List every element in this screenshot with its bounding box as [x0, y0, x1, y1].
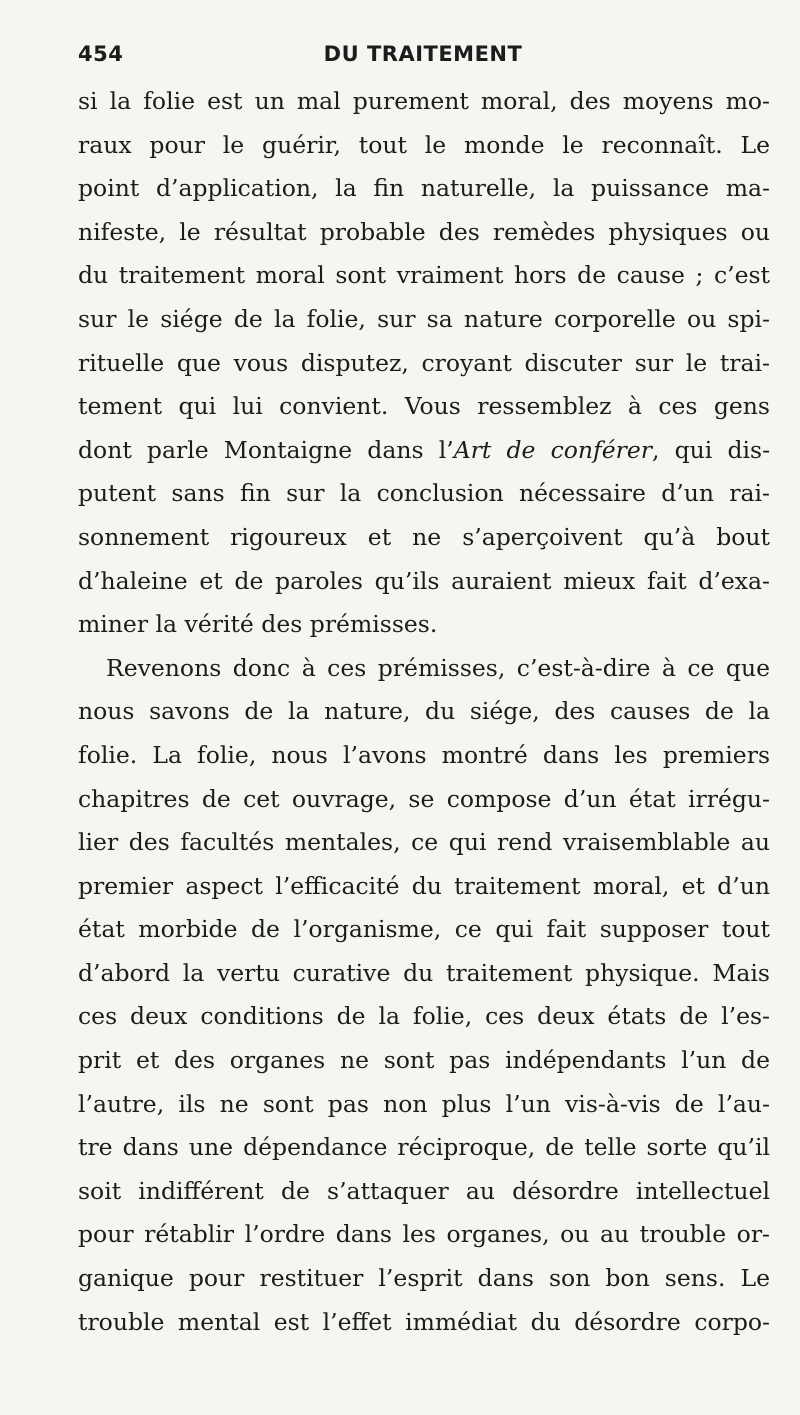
text-line: si la folie est un mal purement moral, des moyens mo-	[78, 87, 770, 115]
text-line: du traitement moral sont vraiment hors de cause ; c’est	[78, 261, 770, 290]
text-line: ganique pour restituer l’esprit dans son bon sens. Le	[78, 1264, 770, 1293]
text-line: folie. La folie, nous l’avons montré dans les premiers	[78, 740, 770, 769]
text-line: trouble mental est l’effet immédiat du désordre corpo-	[78, 1307, 770, 1336]
text-line: tement qui lui convient. Vous ressemblez à ces gens	[78, 392, 770, 421]
text-line: pour rétablir l’ordre dans les organes, ou au trouble or-	[78, 1220, 770, 1249]
text-line: d’abord la vertu curative du traitement physique. Mais	[78, 958, 770, 987]
text-line: nifeste, le résultat probable des remèdes physiques ou	[78, 217, 770, 246]
text-line-with-book-title	[78, 429, 770, 473]
text-line: sur le siége de la folie, sur sa nature corporelle ou spi-	[78, 304, 770, 333]
text-segment: , qui dis-	[652, 435, 771, 464]
body-text	[78, 80, 770, 1344]
text-line: l’autre, ils ne sont pas non plus l’un vis-à-vis de l’au-	[78, 1089, 770, 1118]
text-line: sonnement rigoureux et ne s’aperçoivent qu’à bout	[78, 522, 770, 551]
text-line: nous savons de la nature, du siége, des causes de la	[78, 697, 770, 726]
text-line: tre dans une dépendance réciproque, de telle sorte qu’il	[78, 1133, 770, 1162]
page-header	[78, 38, 768, 74]
text-line: raux pour le guérir, tout le monde le reconnaît. Le	[78, 130, 770, 159]
text-line: chapitres de cet ouvrage, se compose d’un état irrégu-	[78, 784, 770, 813]
text-line: état morbide de l’organisme, ce qui fait supposer tout	[78, 915, 770, 944]
running-title: DU TRAITEMENT	[323, 42, 523, 66]
text-line: premier aspect l’efficacité du traitement moral, et d’un	[78, 871, 770, 900]
text-line: putent sans fin sur la conclusion nécessaire d’un rai-	[78, 479, 770, 508]
text-line: rituelle que vous disputez, croyant discuter sur le trai-	[78, 348, 770, 377]
text-line: soit indifférent de s’attaquer au désordre intellectuel	[78, 1176, 770, 1205]
paragraph-start-line: Revenons donc à ces prémisses, c’est-à-dire à ce que	[106, 653, 770, 682]
text-line: point d’application, la fin naturelle, la puissance ma-	[78, 174, 770, 203]
text-line: lier des facultés mentales, ce qui rend vraisemblable au	[78, 828, 770, 857]
text-line: ces deux conditions de la folie, ces deux états de l’es-	[78, 1002, 770, 1031]
text-segment: dont parle Montaigne dans l’	[78, 435, 454, 464]
book-title: Art de conférer	[453, 435, 652, 464]
page-number: 454	[78, 42, 124, 66]
paragraph-end-line: miner la vérité des prémisses.	[78, 610, 438, 639]
text-line: prit et des organes ne sont pas indépendants l’un de	[78, 1046, 770, 1075]
text-line: d’haleine et de paroles qu’ils auraient mieux fait d’exa-	[78, 566, 770, 595]
